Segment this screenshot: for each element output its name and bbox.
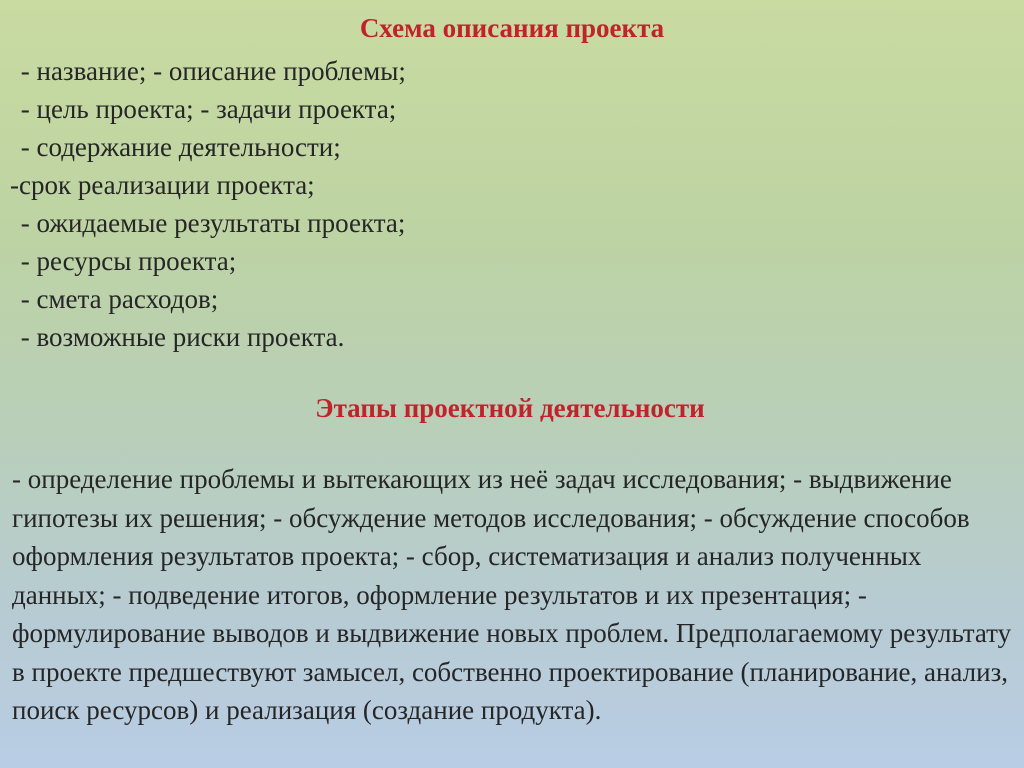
list-item: - возможные риски проекта.	[14, 322, 345, 352]
list-item: - содержание деятельности;	[14, 132, 341, 162]
section-title-project-stages: Этапы проектной деятельности	[315, 393, 705, 423]
list-item: - цель проекта; - задачи проекта;	[14, 94, 397, 124]
section-title-project-description: Схема описания проекта	[359, 13, 665, 43]
list-item: - название; - описание проблемы;	[14, 56, 406, 86]
list-item: - смета расходов;	[14, 284, 219, 314]
list-item: - ресурсы проекта;	[14, 246, 237, 276]
list-item: - ожидаемые результаты проекта;	[14, 208, 406, 238]
list-item: -срок реализации проекта;	[10, 170, 315, 200]
project-description-list	[10, 52, 714, 356]
project-stages-paragraph: - определение проблемы и вытекающих из неё задач исследования; - выдвижение гипотезы их решения; - обсуждение методов исследования; - обсуждение способов оформления результатов проекта; - сбор, систематизация и анализ полученных данных; - подведение итогов, оформление результатов и их презентация; - формулирование выводов и выдвижение новых проблем. Предполагаемому результату в проекте предшествуют замысел, собственно проектирование (планирование, анализ, поиск ресурсов) и реализация (создание продукта).	[12, 464, 1012, 725]
